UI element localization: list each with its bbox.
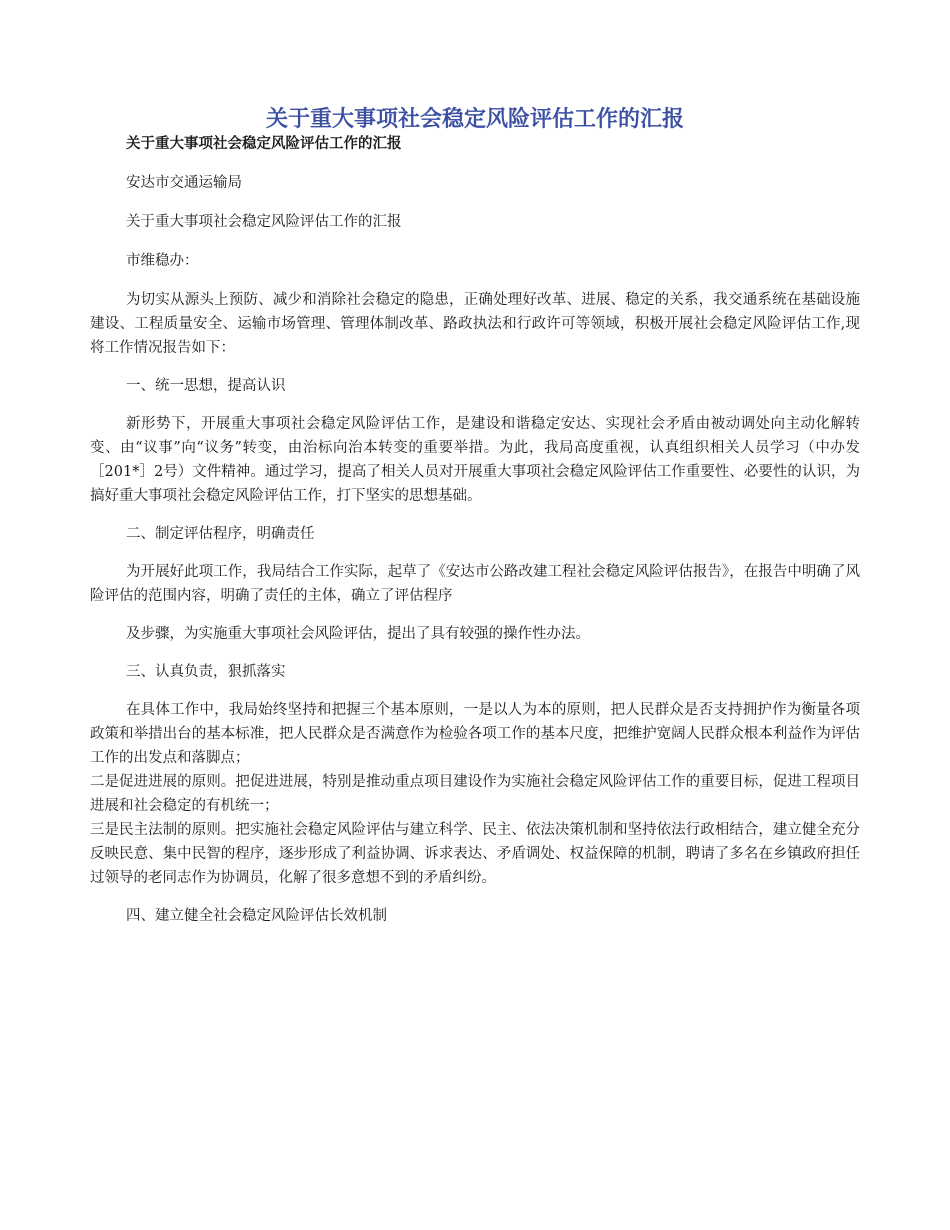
title-repeat-line: 关于重大事项社会稳定风险评估工作的汇报 [126,214,402,230]
section-2-paragraph-continued: 及步骤，为实施重大事项社会风险评估，提出了具有较强的操作性办法。 [126,626,590,642]
section-3-paragraph: 在具体工作中，我局始终坚持和把握三个基本原则，一是以人为本的原则，把人民群众是否支持拥护作为衡量各项政策和举措出台的基本标准，把人民群众是否满意作为检验各项工作的基本尺度，把维护宽阔人民群众根本利益作为评估工作的出发点和落脚点； [90,702,860,766]
section-3-principle-2: 二是促进进展的原则。把促进进展，特别是推动重点项目建设作为实施社会稳定风险评估工作的重要目标，促进工程项目进展和社会稳定的有机统一； [90,774,860,814]
intro-paragraph: 为切实从源头上预防、减少和消除社会稳定的隐患，正确处理好改革、进展、稳定的关系，我交通系统在基础设施建设、工程质量安全、运输市场管理、管理体制改革、路政执法和行政许可等领域，积极开展社会稳定风险评估工作,现将工作情况报告如下： [90,292,860,356]
section-3-heading: 三、认真负责，狠抓落实 [126,664,286,680]
section-1-heading: 一、统一思想，提高认识 [126,378,286,394]
recipient-line: 市维稳办： [126,253,199,269]
author-line: 安达市交通运输局 [126,175,242,191]
section-4-heading: 四、建立健全社会稳定风险评估长效机制 [126,908,387,924]
section-2-heading: 二、制定评估程序，明确责任 [126,526,315,542]
section-1-paragraph: 新形势下，开展重大事项社会稳定风险评估工作，是建设和谐稳定安达、实现社会矛盾由被动调处向主动化解转变、由“议事”向“议务”转变，由治标向治本转变的重要举措。为此，我局高度重视，认真组织相关人员学习（中办发［201*］2号）文件精神。通过学习，提高了相关人员对开展重大事项社会稳定风险评估工作重要性、必要性的认识，为搞好重大事项社会稳定风险评估工作，打下坚实的思想基础。 [90,416,860,504]
section-3-principle-3: 三是民主法制的原则。把实施社会稳定风险评估与建立科学、民主、依法决策机制和坚持依法行政相结合，建立健全充分反映民意、集中民智的程序，逐步形成了利益协调、诉求表达、矛盾调处、权益保障的机制，聘请了多名在乡镇政府担任过领导的老同志作为协调员，化解了很多意想不到的矛盾纠纷。 [90,822,860,886]
document-subtitle: 关于重大事项社会稳定风险评估工作的汇报 [126,136,402,152]
document-title: 关于重大事项社会稳定风险评估工作的汇报 [265,107,684,132]
section-2-paragraph: 为开展好此项工作，我局结合工作实际，起草了《安达市公路改建工程社会稳定风险评估报告》，在报告中明确了风险评估的范围内容，明确了责任的主体，确立了评估程序 [90,564,860,604]
document-body [90,132,860,928]
